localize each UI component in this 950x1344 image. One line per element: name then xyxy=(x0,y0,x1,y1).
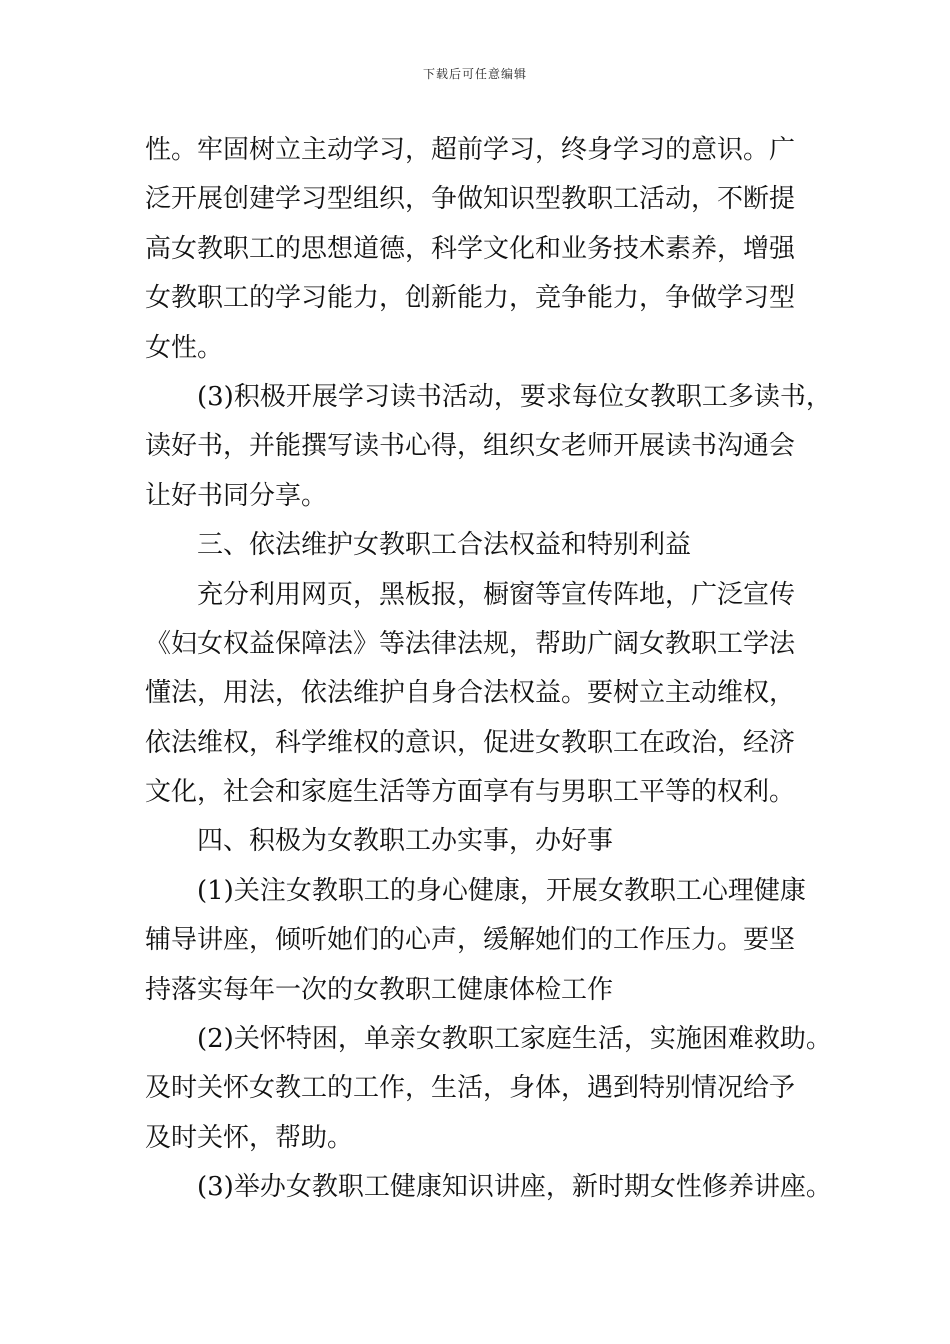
text-line: 及时关怀，帮助。 xyxy=(145,1122,354,1153)
text-line: (2)关怀特困，单亲女教职工家庭生活，实施困难救助。 xyxy=(197,1024,832,1055)
text-line: (3)积极开展学习读书活动，要求每位女教职工多读书， xyxy=(197,381,832,412)
text-line: 让好书同分享。 xyxy=(145,480,328,511)
text-line: 读好书，并能撰写读书心得，组织女老师开展读书沟通会 xyxy=(145,431,796,462)
text-line: 泛开展创建学习型组织，争做知识型教职工活动，不断提 xyxy=(145,184,796,215)
text-line: (1)关注女教职工的身心健康，开展女教职工心理健康 xyxy=(197,875,806,906)
body-text xyxy=(145,126,835,1213)
text-line: 性。牢固树立主动学习，超前学习，终身学习的意识。广 xyxy=(145,135,796,165)
text-line: 依法维权，科学维权的意识，促进女教职工在政治，经济 xyxy=(145,727,796,758)
text-line: 文化，社会和家庭生活等方面享有与男职工平等的权利。 xyxy=(145,777,796,808)
text-line: 及时关怀女教工的工作，生活，身体，遇到特别情况给予 xyxy=(145,1073,796,1104)
section-heading: 三、依法维护女教职工合法权益和特别利益 xyxy=(197,530,692,561)
text-line: (3)举办女教职工健康知识讲座，新时期女性修养讲座。 xyxy=(197,1172,832,1203)
text-line: 高女教职工的思想道德，科学文化和业务技术素养，增强 xyxy=(145,233,796,264)
text-line: 女教职工的学习能力，创新能力，竞争能力，争做学习型 xyxy=(145,283,796,314)
text-line: 持落实每年一次的女教职工健康体检工作 xyxy=(145,974,614,1005)
text-line: 懂法，用法，依法维护自身合法权益。要树立主动维权， xyxy=(145,678,796,709)
text-line: 辅导讲座，倾听她们的心声，缓解她们的工作压力。要坚 xyxy=(145,925,796,956)
page-header: 下载后可任意编辑 xyxy=(422,67,527,81)
text-line: 《妇女权益保障法》等法律法规，帮助广阔女教职工学法 xyxy=(145,628,796,659)
text-line: 充分利用网页，黑板报，橱窗等宣传阵地，广泛宣传 xyxy=(197,579,796,610)
section-heading: 四、积极为女教职工办实事，办好事 xyxy=(197,826,614,857)
text-line: 女性。 xyxy=(145,332,224,363)
